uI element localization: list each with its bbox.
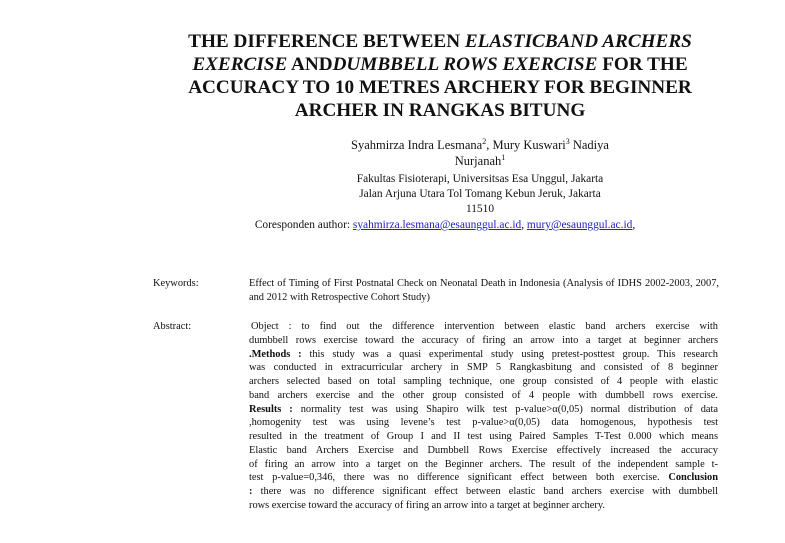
abstract-text bbox=[249, 320, 718, 513]
author-line-2 bbox=[220, 154, 740, 170]
abstract-line: band archers exercise and the other group consisted of 4 people with dumbbell rows exercise. bbox=[249, 389, 718, 401]
title-italic-text: ELASTICBAND ARCHERS bbox=[464, 31, 692, 52]
abstract-label: Abstract: bbox=[153, 321, 192, 332]
corresponding-author bbox=[110, 218, 780, 233]
corresponding-label: Coresponden author: bbox=[254, 219, 353, 231]
title-line-3: ACCURACY TO 10 METRES ARCHERY FOR BEGINNER bbox=[188, 77, 692, 98]
abstract-span: this study was a quasi experimental study using pretest-posttest group. This research bbox=[301, 348, 718, 360]
title-italic-text: EXERCISE bbox=[192, 54, 288, 75]
methods-heading: .Methods : bbox=[249, 348, 302, 360]
title-italic-text: DUMBBELL ROWS EXERCISE bbox=[332, 54, 598, 75]
email-link[interactable]: syahmirza.lesmana@esaunggul.ac.id bbox=[352, 219, 522, 231]
title-line-4: ARCHER IN RANGKAS BITUNG bbox=[294, 100, 586, 121]
abstract-line bbox=[249, 348, 718, 362]
title-line-2 bbox=[160, 53, 720, 76]
abstract-line: dumbbell rows exercise toward the accuracy of firing an arrow into a target at beginner archers bbox=[249, 334, 718, 346]
separator: , bbox=[632, 219, 636, 231]
title-text: FOR THE bbox=[597, 54, 688, 75]
abstract-line: Object : to find out the difference intervention between elastic band archers exercise with bbox=[251, 321, 718, 332]
abstract-span: there was no difference significant effect between elastic band archers exercise with dumbbell bbox=[252, 486, 718, 497]
conclusion-colon: : bbox=[249, 486, 253, 497]
abstract-line: was conducted in extracurricular archery in SMP 5 Rangkasbitung and consisted of 8 beginner bbox=[249, 362, 718, 374]
abstract-line: of firing an arrow into a target on the Beginner archers. The result of the independent sample t- bbox=[249, 458, 718, 470]
abstract-line bbox=[249, 485, 718, 499]
abstract-span: test p-value=0,346, there was no difference significant effect between both exercise. bbox=[249, 472, 669, 484]
abstract-line: resulted in the treatment of Group I and II test using Paired Samples T-Test 0.000 which means bbox=[249, 431, 718, 442]
results-heading: Results : bbox=[249, 403, 293, 415]
paper-title bbox=[160, 30, 720, 122]
author-name: Nadiya bbox=[569, 138, 609, 152]
author-list bbox=[220, 138, 740, 169]
affiliation-marker: 2 bbox=[482, 136, 487, 146]
title-text: THE DIFFERENCE BETWEEN bbox=[188, 31, 465, 52]
affiliation-line: 11510 bbox=[465, 203, 495, 215]
affiliation-block bbox=[220, 172, 740, 217]
title-line-1 bbox=[160, 30, 720, 53]
abstract-span: normality test was using Shapiro wilk test p-value>α(0,05) normal distribution of data bbox=[292, 403, 718, 415]
abstract-line: ,homogenity test was using levene’s test p-value>α(0,05) data homogenous, hypothesis test bbox=[249, 417, 718, 429]
email-link[interactable]: mury@esaunggul.ac.id bbox=[526, 219, 633, 231]
affiliation-line: Jalan Arjuna Utara Tol Tomang Kebun Jeruk, Jakarta bbox=[359, 188, 601, 200]
abstract-line bbox=[249, 403, 718, 417]
abstract-line: rows exercise toward the accuracy of firing an arrow into a target at beginner archery. bbox=[249, 499, 606, 511]
title-text: AND bbox=[287, 54, 333, 75]
keywords-text: Effect of Timing of First Postnatal Check on Neonatal Death in Indonesia (Analysis of IDHS 2002-2003, 2007, and 2012 with Retrospective Cohort Study) bbox=[249, 278, 719, 303]
conclusion-heading: Conclusion bbox=[668, 472, 718, 484]
author-name: , Mury Kuswari bbox=[486, 138, 566, 152]
author-name: Nurjanah bbox=[454, 153, 502, 168]
abstract-line: archers selected based on total sampling technique, one group consisted of 4 people with elastic bbox=[249, 376, 718, 387]
author-name: Syahmirza Indra Lesmana bbox=[351, 138, 483, 152]
affiliation-line: Fakultas Fisioterapi, Universitsas Esa Unggul, Jakarta bbox=[356, 173, 604, 185]
abstract-line: Elastic band Archers Exercise and Dumbbell Rows Exercise effectively increased the accuracy bbox=[249, 444, 718, 456]
abstract-line bbox=[249, 471, 718, 485]
author-line-1 bbox=[220, 138, 740, 154]
affiliation-marker: 1 bbox=[501, 152, 506, 162]
keywords-label: Keywords: bbox=[153, 278, 199, 289]
affiliation-marker: 3 bbox=[565, 136, 570, 146]
separator: , bbox=[521, 219, 527, 231]
